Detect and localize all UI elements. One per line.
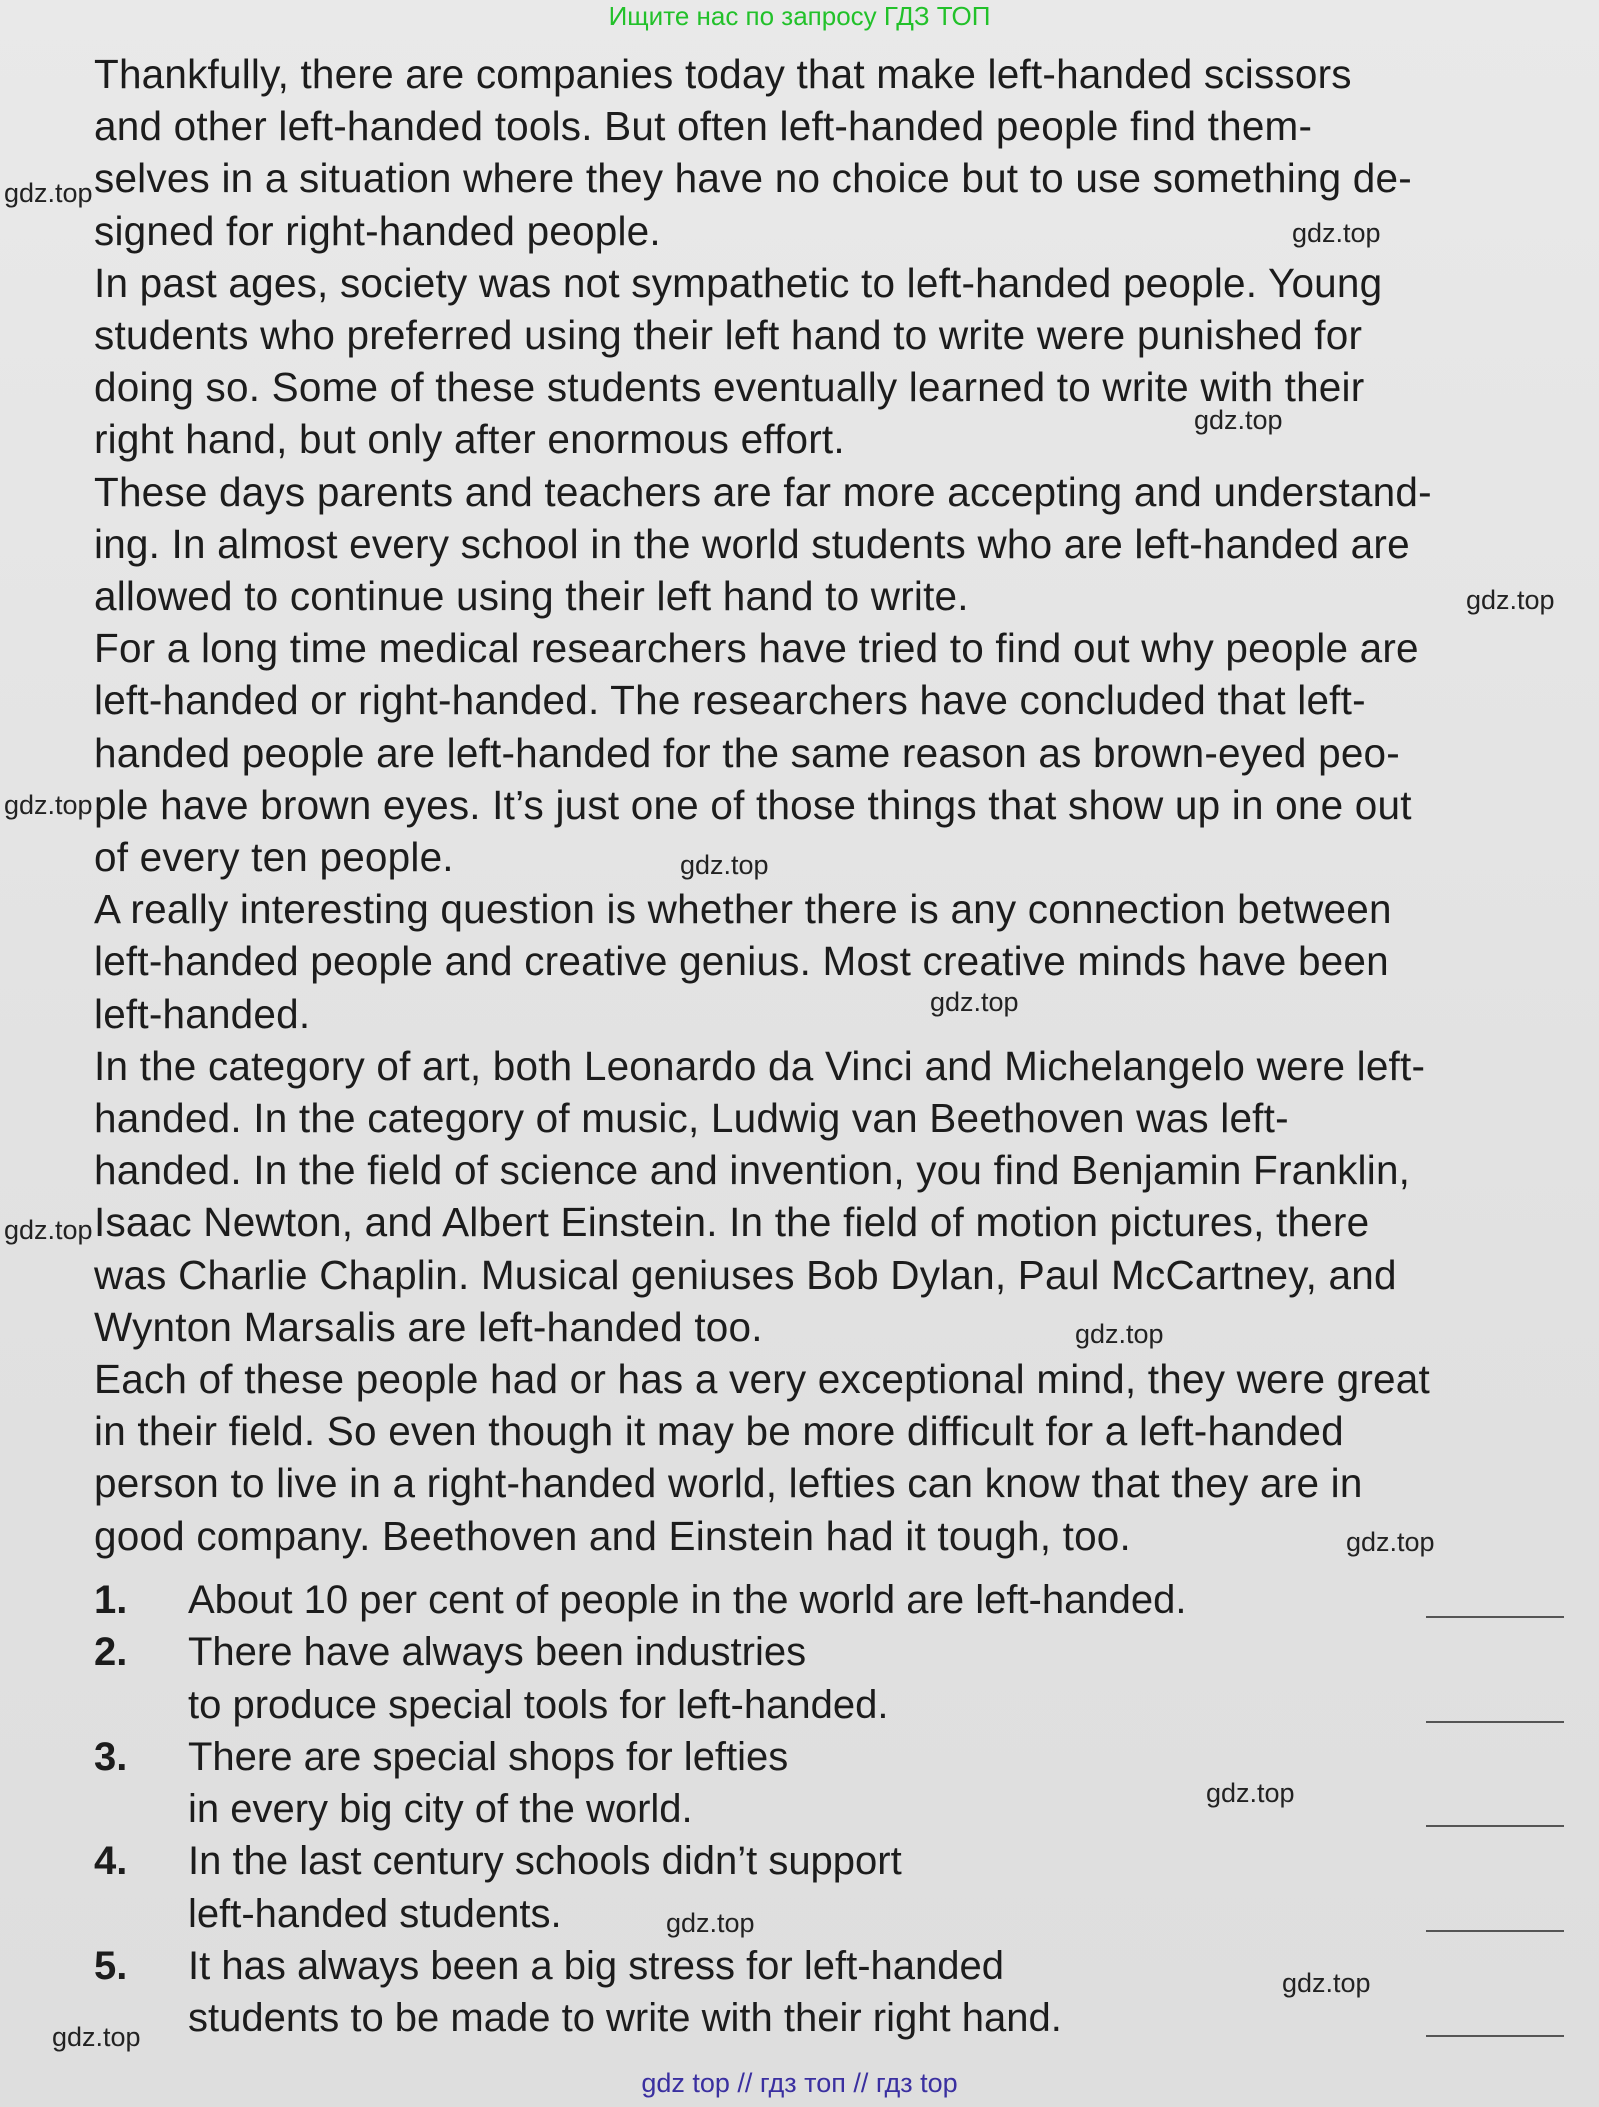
text-line: in their field. So even though it may be more difficult for a left-handed (94, 1408, 1344, 1455)
watermark: gdz.top (930, 987, 1019, 1017)
text-line: students who preferred using their left hand to write were punished for (94, 312, 1363, 359)
watermark: gdz.top (4, 1215, 93, 1245)
text-line: right hand, but only after enormous effort. (94, 416, 845, 463)
answer-blank[interactable] (1426, 2035, 1564, 2037)
watermark: gdz.top (52, 2022, 141, 2052)
text-line: allowed to continue using their left hand to write. (94, 573, 969, 620)
text-line: good company. Beethoven and Einstein had it tough, too. (94, 1512, 1131, 1559)
statement-line: There are special shops for lefties (188, 1734, 789, 1779)
statement-line: students to be made to write with their right hand. (188, 1996, 1062, 2041)
statement-line: About 10 per cent of people in the world are left-handed. (188, 1578, 1187, 1622)
answer-blank[interactable] (1426, 1616, 1564, 1618)
watermark: gdz.top (1206, 1778, 1295, 1808)
statement-line: left-handed students. (188, 1891, 562, 1936)
text-line: left-handed or right-handed. The researchers have concluded that left- (94, 677, 1366, 724)
statement-line: to produce special tools for left-handed. (188, 1682, 889, 1727)
watermark: gdz.top (4, 178, 93, 208)
text-line: In the category of art, both Leonardo da Vinci and Michelangelo were left- (94, 1042, 1426, 1089)
text-line: left-handed people and creative genius. Most creative minds have been (94, 938, 1389, 985)
text-line: Wynton Marsalis are left-handed too. (94, 1303, 763, 1350)
text-line: and other left-handed tools. But often left-handed people find them- (94, 103, 1313, 150)
text-line: of every ten people. (94, 834, 454, 881)
statement-item (94, 1626, 1564, 1731)
watermark: gdz.top (1194, 405, 1283, 435)
text-line: Each of these people had or has a very exceptional mind, they were great (94, 1356, 1430, 1403)
header-search-link[interactable]: Ищите нас по запросу ГДЗ ТОП (608, 1, 991, 31)
text-line: handed. In the field of science and invention, you find Benjamin Franklin, (94, 1147, 1411, 1194)
statement-line: There have always been industries (188, 1630, 807, 1675)
answer-blank[interactable] (1426, 1930, 1564, 1932)
statement-line: in every big city of the world. (188, 1787, 693, 1832)
statement-text (188, 1574, 1368, 1626)
text-line: ing. In almost every school in the world students who are left-handed are (94, 520, 1410, 567)
watermark: gdz.top (1282, 1968, 1371, 1998)
statement-line: It has always been a big stress for left-handed (188, 1944, 1005, 1989)
statement-number: 5. (94, 1944, 128, 1989)
text-line: For a long time medical researchers have tried to find out why people are (94, 625, 1419, 672)
text-line: handed people are left-handed for the same reason as brown-eyed peo- (94, 729, 1400, 776)
statement-text (188, 1940, 1368, 2045)
text-line: Thankfully, there are companies today that make left-handed scissors (94, 51, 1352, 97)
text-line: doing so. Some of these students eventually learned to write with their (94, 364, 1365, 411)
statement-number: 4. (94, 1839, 128, 1884)
text-line: A really interesting question is whether there is any connection between (94, 886, 1392, 933)
watermark: gdz.top (1075, 1319, 1164, 1349)
text-line: signed for right-handed people. (94, 207, 661, 254)
watermark: gdz.top (1346, 1527, 1435, 1557)
text-line: These days parents and teachers are far more accepting and understand- (94, 468, 1432, 515)
statement-number: 3. (94, 1734, 128, 1779)
text-line: ple have brown eyes. It’s just one of those things that show up in one out (94, 781, 1412, 828)
text-line: left-handed. (94, 990, 311, 1037)
text-line: handed. In the category of music, Ludwig van Beethoven was left- (94, 1095, 1289, 1142)
watermark: gdz.top (680, 850, 769, 880)
statement-number: 1. (94, 1578, 128, 1622)
statement-number: 2. (94, 1630, 128, 1675)
text-line: In past ages, society was not sympathetic to left-handed people. Young (94, 259, 1383, 306)
statement-line: In the last century schools didn’t support (188, 1839, 902, 1884)
text-line: was Charlie Chaplin. Musical geniuses Bob Dylan, Paul McCartney, and (94, 1251, 1397, 1298)
statement-item (94, 1835, 1564, 1940)
watermark: gdz.top (1466, 585, 1555, 615)
statement-text (188, 1626, 1368, 1731)
text-line: Isaac Newton, and Albert Einstein. In the field of motion pictures, there (94, 1199, 1370, 1246)
watermark: gdz.top (4, 790, 93, 820)
reading-text (94, 48, 1556, 1562)
footer-links[interactable]: gdz top // гдз топ // гдз top (641, 2068, 958, 2098)
text-line: selves in a situation where they have no choice but to use something de- (94, 155, 1412, 202)
answer-blank[interactable] (1426, 1825, 1564, 1827)
text-line: person to live in a right-handed world, lefties can know that they are in (94, 1460, 1363, 1507)
watermark: gdz.top (1292, 218, 1381, 248)
statement-text (188, 1731, 1368, 1836)
answer-blank[interactable] (1426, 1721, 1564, 1723)
statement-text (188, 1835, 1368, 1940)
watermark: gdz.top (666, 1908, 755, 1938)
statement-item (94, 1574, 1564, 1626)
statement-item (94, 1731, 1564, 1836)
